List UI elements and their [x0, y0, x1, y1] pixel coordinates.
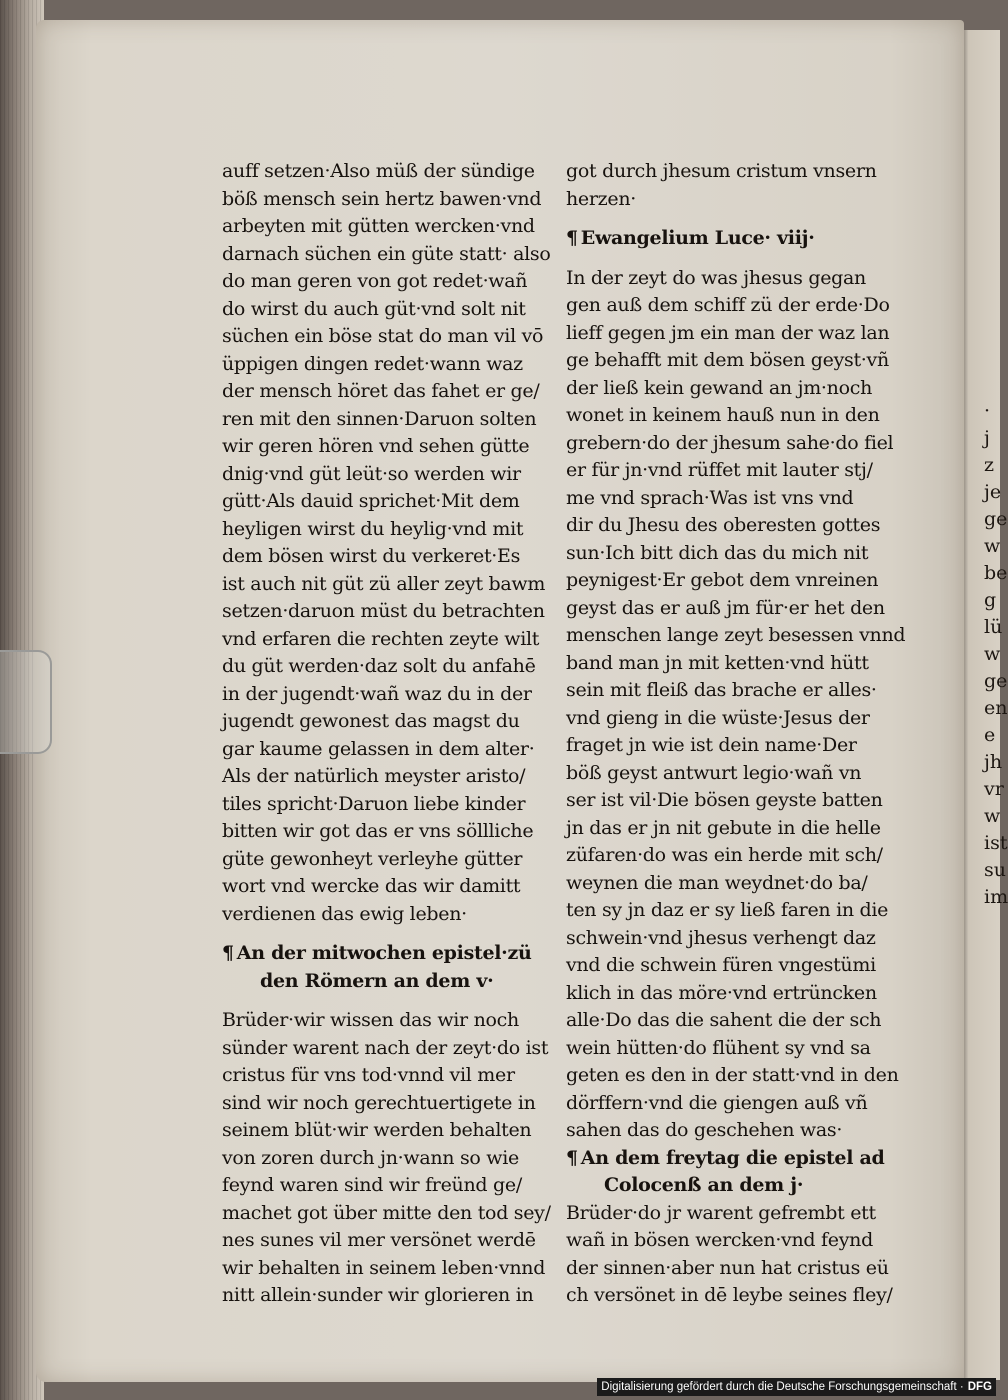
text-line: wonet in keinem hauß nun in den — [566, 404, 880, 426]
facing-page-fragment: su — [984, 859, 1006, 881]
text-line: cristus für vns tod·vnnd vil mer — [222, 1064, 515, 1086]
text-line: In der zeyt do was jhesus gegan — [566, 266, 866, 289]
text-line: geten es den in der statt·vnd in den — [566, 1064, 899, 1086]
heading-text: den Römern an dem v· — [260, 969, 494, 992]
left-text-column — [222, 158, 551, 1310]
text-line: got durch jhesum cristum vnsern — [566, 160, 877, 182]
facing-page-fragment: ge — [984, 670, 1008, 692]
text-line: verdienen das ewig leben· — [222, 902, 467, 925]
text-line: weynen die man weydnet·do ba/ — [566, 871, 868, 894]
facing-page-fragment: ge — [984, 508, 1008, 530]
paragraph-gap — [566, 253, 886, 265]
facing-page-fragment: z — [984, 454, 995, 476]
facing-page-fragment: w — [984, 643, 1001, 665]
text-line: me vnd sprach·Was ist vns vnd — [566, 486, 854, 509]
text-line: gütt·Als dauid sprichet·Mit dem — [222, 490, 520, 512]
text-line: bitten wir got das er vns söllliche — [222, 820, 534, 842]
right-text-column — [566, 158, 906, 1310]
text-line: wir behalten in seinem leben·vnnd — [222, 1256, 546, 1279]
facing-page-fragment: ist — [984, 832, 1008, 854]
text-line: gen auß dem schiff zü der erde·Do — [566, 294, 890, 316]
paragraph-gap — [222, 995, 544, 1007]
text-line: ch versönet in dē leybe seines fley/ — [566, 1284, 893, 1306]
text-line: peynigest·Er gebot dem vnreinen — [566, 569, 879, 591]
credit-text: Digitalisierung gefördert durch die Deutsche Forschungsgemeinschaft · — [601, 1381, 964, 1393]
section-heading — [566, 1172, 886, 1200]
text-line: böß geyst antwurt legio·wañ vn — [566, 761, 862, 784]
text-line: Als der natürlich meyster aristo/ — [222, 765, 526, 787]
text-line: darnach süchen ein güte statt· also — [222, 242, 551, 265]
text-line: auff setzen·Also müß der sündige — [222, 160, 535, 182]
text-line: fraget jn wie ist dein name·Der — [566, 734, 857, 756]
paragraph-mark-icon: ¶ — [566, 1146, 578, 1169]
text-line: wir geren hören vnd sehen gütte — [222, 435, 530, 457]
text-line: ten sy jn daz er sy ließ faren in die — [566, 899, 889, 921]
text-line: züfaren·do was ein herde mit sch/ — [566, 844, 883, 866]
paragraph-gap — [566, 213, 886, 225]
text-line: sünder warent nach der zeyt·do ist — [222, 1036, 549, 1059]
text-line: klich in das möre·vnd ertrüncken — [566, 981, 877, 1004]
text-line: herzen· — [566, 187, 636, 210]
text-line: seinem blüt·wir werden behalten — [222, 1119, 532, 1141]
text-line: geyst das er auß jm für·er het den — [566, 596, 885, 619]
text-line: er für jn·vnd rüffet mit lauter stj/ — [566, 459, 873, 481]
text-line: nes sunes vil mer versönet werdē — [222, 1229, 536, 1251]
text-line: lieff gegen jm ein man der waz lan — [566, 321, 890, 344]
text-line: dnig·vnd güt leüt·so werden wir — [222, 462, 521, 485]
text-line: gar kaume gelassen in dem alter· — [222, 737, 535, 760]
facing-page-fragment: g — [984, 589, 997, 611]
text-line: ren mit den sinnen·Daruon solten — [222, 407, 537, 430]
text-line: nitt allein·sunder wir glorieren in — [222, 1284, 534, 1306]
text-line: du güt werden·daz solt du anfahē — [222, 655, 536, 677]
page-clip — [0, 650, 52, 754]
text-line: feynd waren sind wir freünd ge/ — [222, 1174, 522, 1196]
facing-page-fragment: lü — [984, 616, 1003, 638]
text-line: grebern·do der jhesum sahe·do fiel — [566, 431, 894, 454]
dfg-logo: DFG — [967, 1381, 992, 1393]
text-line: ser ist vil·Die bösen geyste batten — [566, 789, 883, 811]
facing-page-fragment: im — [984, 886, 1008, 908]
facing-page-fragment: je — [984, 481, 1002, 503]
text-line: von zoren durch jn·wann so wie — [222, 1146, 519, 1169]
facing-page-fragment: e — [984, 724, 996, 746]
section-heading — [222, 968, 544, 996]
facing-page-fragment: w — [984, 805, 1001, 827]
text-line: vnd erfaren die rechten zeyte wilt — [222, 627, 540, 650]
text-line: heyligen wirst du heylig·vnd mit — [222, 517, 524, 540]
facing-page-fragment: j — [984, 427, 990, 449]
text-line: machet got über mitte den tod sey/ — [222, 1201, 551, 1224]
text-line: dir du Jhesu des oberesten gottes — [566, 514, 881, 536]
text-line: arbeyten mit gütten wercken·vnd — [222, 215, 535, 237]
text-line: güte gewonheyt verleyhe gütter — [222, 847, 523, 870]
text-line: alle·Do das die sahent die der sch — [566, 1009, 882, 1031]
text-line: band man jn mit ketten·vnd hütt — [566, 651, 869, 674]
text-line: der sinnen·aber nun hat cristus eü — [566, 1256, 889, 1279]
text-line: sein mit fleiß das brache er alles· — [566, 679, 877, 701]
section-heading — [566, 1145, 886, 1173]
text-line: tiles spricht·Daruon liebe kinder — [222, 792, 526, 815]
facing-page-fragment: · — [984, 400, 991, 422]
text-line: dörffern·vnd die giengen auß vñ — [566, 1091, 868, 1114]
text-line: Brüder·do jr warent gefrembt ett — [566, 1201, 876, 1224]
text-line: vnd die schwein füren vngestümi — [566, 954, 876, 976]
text-line: do man geren von got redet·wañ — [222, 270, 528, 292]
heading-text: Ewangelium Luce· viij· — [580, 227, 815, 249]
facing-page-fragment: jh — [984, 751, 1003, 773]
facing-page-fragment: w — [984, 535, 1001, 557]
text-line: wein hütten·do flühent sy vnd sa — [566, 1036, 871, 1059]
facing-page-fragment: be — [984, 562, 1008, 584]
text-line: ge behafft mit dem bösen geyst·vñ — [566, 349, 889, 371]
facing-page-fragment: en — [984, 697, 1008, 719]
paragraph-mark-icon: ¶ — [566, 227, 578, 249]
heading-text: An dem freytag die epistel ad — [580, 1146, 885, 1169]
text-line: sahen das do geschehen was· — [566, 1119, 843, 1141]
text-line: vnd gieng in die wüste·Jesus der — [566, 706, 870, 729]
paragraph-gap — [222, 928, 544, 940]
text-line: sind wir noch gerechtuertigete in — [222, 1091, 536, 1114]
text-line: menschen lange zeyt besessen vnnd — [566, 624, 906, 646]
text-line: böß mensch sein hertz bawen·vnd — [222, 187, 542, 210]
facing-page-fragment: vr — [984, 778, 1004, 800]
heading-text: An der mitwochen epistel·zü — [236, 942, 532, 964]
text-line: üppigen dingen redet·wann waz — [222, 352, 523, 375]
text-line: do wirst du auch güt·vnd solt nit — [222, 297, 526, 320]
text-line: jn das er jn nit gebute in die helle — [566, 816, 881, 839]
text-line: sun·Ich bitt dich das du mich nit — [566, 541, 869, 564]
heading-text: Colocenß an dem j· — [604, 1174, 804, 1196]
paragraph-mark-icon: ¶ — [222, 942, 234, 964]
gospel-heading — [566, 225, 886, 253]
text-line: schwein·vnd jhesus verhengt daz — [566, 926, 876, 949]
text-line: der mensch höret das fahet er ge/ — [222, 380, 540, 402]
text-line: dem bösen wirst du verkeret·Es — [222, 545, 521, 567]
text-line: süchen ein böse stat do man vil vō — [222, 325, 544, 347]
text-line: ist auch nit güt zü aller zeyt bawm — [222, 572, 546, 595]
text-line: wort vnd wercke das wir damitt — [222, 875, 521, 897]
text-line: setzen·daruon müst du betrachten — [222, 600, 545, 622]
section-heading — [222, 940, 544, 968]
text-line: der ließ kein gewand an jm·noch — [566, 376, 873, 399]
text-line: jugendt gewonest das magst du — [222, 710, 520, 732]
text-line: in der jugendt·wañ waz du in der — [222, 682, 532, 705]
text-line: Brüder·wir wissen das wir noch — [222, 1009, 519, 1031]
text-line: wañ in bösen wercken·vnd feynd — [566, 1229, 873, 1251]
digitization-credit — [597, 1378, 996, 1396]
